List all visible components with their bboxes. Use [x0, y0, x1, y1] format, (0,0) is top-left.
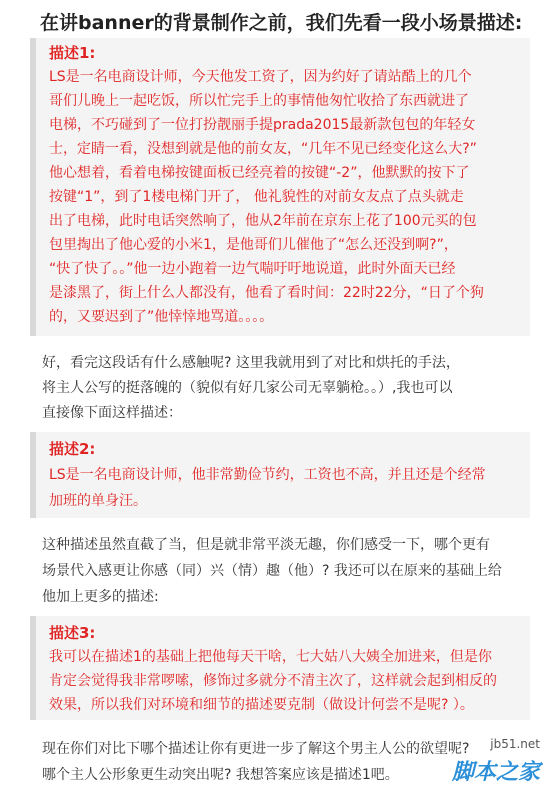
paragraph-2-line: 他加上更多的描述:: [42, 589, 159, 605]
description-1-line: 出了电梯，此时电话突然响了，他从2年前在京东上花了100元买的包: [49, 213, 477, 229]
paragraph-3-line: 哪个主人公形象更生动突出呢? 我想答案应该是描述1吧。: [42, 767, 399, 783]
page-title: 在讲banner的背景制作之前，我们先看一段小场景描述:: [40, 12, 523, 34]
description-1-line: “快了快了。。”他一边小跑着一边气喘吁吁地说道，此时外面天已经: [49, 261, 456, 277]
description-1-line: 包里掏出了他心爱的小米1，是他哥们儿催他了“怎么还没到啊?”，: [49, 237, 458, 253]
paragraph-1-line: 好，看完这段话有什么感触呢? 这里我就用到了对比和烘托的手法，: [42, 355, 460, 371]
description-2-line: LS是一名电商设计师，他非常勤俭节约，工资也不高，并且还是个经常: [49, 467, 486, 483]
description-3-block: [30, 616, 530, 720]
paragraph-1-line: 直接像下面这样描述：: [42, 405, 182, 421]
description-1-line: 按键“1”，到了1楼电梯门开了， 他礼貌性的对前女友点了点头就走: [49, 189, 464, 205]
description-1-block: [30, 38, 530, 336]
paragraph-2-line: 这种描述虽然直截了当，但是就非常平淡无趣，你们感受一下，哪个更有: [42, 537, 490, 553]
paragraph-1-line: 将主人公写的挺落魄的（貌似有好几家公司无辜躺枪。。）,我也可以: [42, 380, 453, 396]
paragraph-3-line: 现在你们对比下哪个描述让你有更进一步了解这个男主人公的欲望呢?: [42, 741, 470, 757]
description-1-line: 他心想着，看着电梯按键面板已经亮着的按键“-2”，他默默的按下了: [49, 165, 470, 181]
description-1-line: 的，又要迟到了”他悻悻地骂道。。。。: [49, 309, 274, 325]
description-3-line: 肯定会觉得我非常啰嗦，修饰过多就分不清主次了，这样就会起到相反的: [49, 673, 497, 689]
description-1-line: 哥们儿晚上一起吃饭，所以忙完手上的事情他匆忙收拾了东西就进了: [49, 93, 469, 109]
watermark-url: jb51.net: [490, 737, 540, 751]
description-1-line: 是漆黑了，街上什么人都没有，他看了看时间：22时22分，“日了个狗: [49, 285, 484, 301]
site-watermark: [451, 735, 546, 800]
description-3-line: 我可以在描述1的基础上把他每天干啥，七大姑八大姨全加进来，但是你: [49, 649, 492, 665]
paragraph-2-line: 场景代入感更让你感（同）兴（情）趣（他）? 我还可以在原来的基础上给: [42, 563, 502, 579]
description-2-line: 加班的单身汪。: [49, 493, 147, 509]
description-2-block: [30, 432, 530, 518]
description-1-line: 士，定睛一看，没想到就是他的前女友，“几年不见已经变化这么大?”: [49, 141, 477, 157]
description-2-heading: 描述2:: [49, 440, 96, 458]
description-1-line: LS是一名电商设计师，今天他发工资了，因为约好了请站酷上的几个: [49, 69, 472, 85]
description-3-line: 效果，所以我们对环境和细节的描述要克制（做设计何尝不是呢? ）。: [49, 697, 474, 713]
description-1-heading: 描述1:: [49, 44, 96, 62]
description-1-line: 电梯，不巧碰到了一位打扮靓丽手提prada2015最新款包包的年轻女: [49, 117, 476, 133]
watermark-logo: 脚本之家: [451, 760, 540, 785]
description-3-heading: 描述3:: [49, 624, 96, 642]
